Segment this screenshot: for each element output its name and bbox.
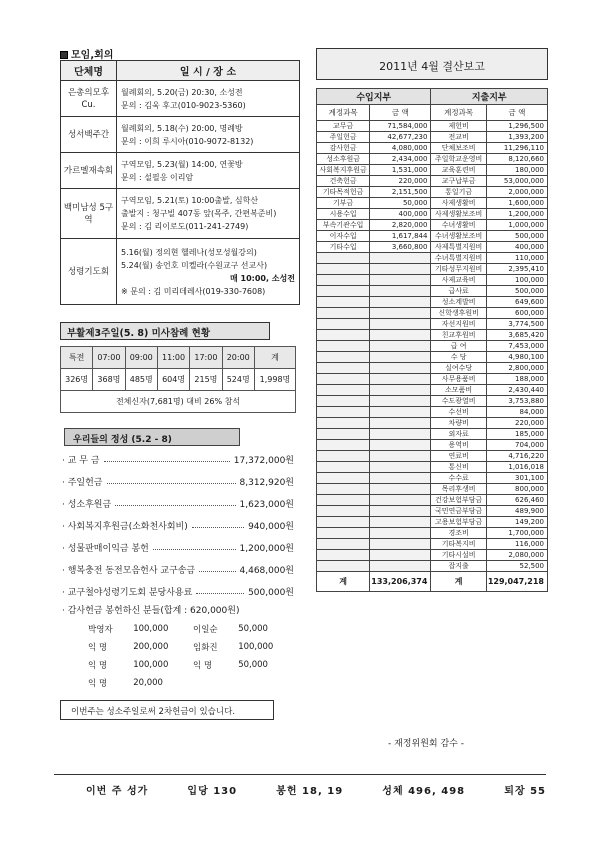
finance-row: [317, 121, 548, 132]
expense-item: 전교비: [431, 132, 486, 143]
expense-amount: 110,000: [486, 253, 547, 264]
income-item: 기부금: [317, 198, 370, 209]
finance-row: [317, 374, 548, 385]
finance-title: 2011년 4월 결산보고: [316, 48, 548, 80]
expense-item: 교육훈련비: [431, 165, 486, 176]
finance-row: [317, 561, 548, 572]
empty-cell: [370, 264, 431, 275]
expense-amount: 800,000: [486, 484, 547, 495]
expense-amount: 500,000: [486, 286, 547, 297]
income-amount: 42,677,230: [370, 132, 431, 143]
donor-row: 익 명 20,000: [88, 678, 163, 689]
income-item: 건축헌금: [317, 176, 370, 187]
expense-amount: 3,774,500: [486, 319, 547, 330]
empty-cell: [370, 506, 431, 517]
empty-cell: [370, 363, 431, 374]
empty-cell: [317, 539, 370, 550]
expense-amount: 2,395,410: [486, 264, 547, 275]
meeting-org: 은총의모후 Cu.: [61, 81, 117, 117]
finance-columns-row: [317, 105, 548, 121]
offering-row: · 교 무 금 17,372,000원: [62, 455, 294, 466]
income-amount: 3,660,800: [370, 242, 431, 253]
finance-row: [317, 297, 548, 308]
finance-row: [317, 429, 548, 440]
mass-summary: 전체신자(7,681명) 대비 26% 참석: [61, 391, 296, 413]
expense-header: 지출지부: [431, 89, 548, 105]
expense-amount: 626,460: [486, 495, 547, 506]
expense-item: 사제특별지원비: [431, 242, 486, 253]
empty-cell: [370, 462, 431, 473]
expense-amount: 400,000: [486, 242, 547, 253]
expense-item: 수 당: [431, 352, 486, 363]
expense-item: 단체보조비: [431, 143, 486, 154]
expense-amount: 2,430,440: [486, 385, 547, 396]
expense-item: 수녀특별지원비: [431, 253, 486, 264]
expense-item: 교구납부금: [431, 176, 486, 187]
empty-cell: [370, 330, 431, 341]
finance-row: [317, 165, 548, 176]
expense-item: 성소계발비: [431, 297, 486, 308]
col-info-header: 일 시 / 장 소: [117, 61, 300, 81]
finance-header-row: [317, 89, 548, 105]
donor-row: 익 명 200,000 임화진 100,000: [88, 642, 274, 653]
donor-row: 박영자 100,000 이일순 50,000: [88, 624, 268, 635]
finance-row: [317, 352, 548, 363]
income-amount: 1,617,844: [370, 231, 431, 242]
expense-item: 수수료: [431, 473, 486, 484]
mass-times-row: 특전 07:00 09:00 11:00 17:00 20:00 계: [61, 347, 296, 369]
expense-item: 기타성무지원비: [431, 264, 486, 275]
empty-cell: [317, 561, 370, 572]
empty-cell: [317, 528, 370, 539]
empty-cell: [317, 363, 370, 374]
donor-table: [84, 620, 294, 692]
expense-amount: 1,393,200: [486, 132, 547, 143]
expense-amount: 100,000: [486, 275, 547, 286]
empty-cell: [317, 374, 370, 385]
expense-amount: 3,753,880: [486, 396, 547, 407]
empty-cell: [317, 352, 370, 363]
empty-cell: [370, 297, 431, 308]
offering-row: · 사회복지후원금(소화천사회비) 940,000원: [62, 521, 294, 532]
col-org-header: 단체명: [61, 61, 117, 81]
empty-cell: [317, 297, 370, 308]
expense-amount: 7,453,000: [486, 341, 547, 352]
finance-total-row: [317, 572, 548, 592]
empty-cell: [370, 308, 431, 319]
meeting-org: 성령기도회: [61, 239, 117, 305]
offering-row: · 교구철야성령기도회 분당사용료 500,000원: [62, 587, 294, 598]
empty-cell: [370, 451, 431, 462]
expense-item: 자선지원비: [431, 319, 486, 330]
income-item: 감사헌금: [317, 143, 370, 154]
expense-amount: 2,000,000: [486, 187, 547, 198]
finance-row: [317, 220, 548, 231]
expense-amount: 1,700,000: [486, 528, 547, 539]
empty-cell: [370, 396, 431, 407]
dotted-leader: [104, 456, 230, 462]
expense-amount: 53,000,000: [486, 176, 547, 187]
finance-row: [317, 341, 548, 352]
income-amount: 71,584,000: [370, 121, 431, 132]
expense-item: 기타복지비: [431, 539, 486, 550]
expense-item: 수선비: [431, 407, 486, 418]
meeting-org: 가르멜재속회: [61, 153, 117, 189]
hymn-footer: 이번 주 성가 입당 130 봉헌 18, 19 성체 496, 498 퇴장 55: [86, 786, 546, 797]
finance-row: [317, 495, 548, 506]
empty-cell: [370, 385, 431, 396]
dotted-leader: [107, 478, 236, 484]
empty-cell: [370, 528, 431, 539]
expense-amount: 188,000: [486, 374, 547, 385]
expense-amount: 489,900: [486, 506, 547, 517]
empty-cell: [317, 495, 370, 506]
income-item: 교무금: [317, 121, 370, 132]
finance-row: [317, 264, 548, 275]
expense-item: 잡지출: [431, 561, 486, 572]
meeting-info: 월례회의, 5.20(금) 20:30, 소성전 문의 : 김욱 후고(010-9023-5360): [117, 81, 300, 117]
empty-cell: [370, 550, 431, 561]
income-header: 수입지부: [317, 89, 431, 105]
empty-cell: [370, 374, 431, 385]
expense-amount: 3,685,420: [486, 330, 547, 341]
expense-item: 주일학교운영비: [431, 154, 486, 165]
empty-cell: [317, 517, 370, 528]
expense-total: 129,047,218: [486, 572, 547, 592]
total-label: 계: [317, 572, 370, 592]
income-amount: 1,531,000: [370, 165, 431, 176]
expense-item: 국민연금부담금: [431, 506, 486, 517]
expense-amount: 600,000: [486, 308, 547, 319]
expense-amount: 11,296,110: [486, 143, 547, 154]
notice-box: 이번주는 성소주일로써 2차헌금이 있습니다.: [60, 700, 274, 720]
expense-item: 사무용품비: [431, 374, 486, 385]
expense-item: 수녀생활비: [431, 220, 486, 231]
mass-attendance-title: 부활제3주일(5. 8) 미사참례 현황: [60, 322, 270, 340]
empty-cell: [370, 473, 431, 484]
empty-cell: [370, 286, 431, 297]
audit-note: - 재정위원회 감수 -: [388, 739, 464, 749]
finance-row: [317, 253, 548, 264]
empty-cell: [317, 396, 370, 407]
income-item: 기타목적헌금: [317, 187, 370, 198]
expense-item: 목리후생비: [431, 484, 486, 495]
meeting-info: 구역모임, 5.21(토) 10:00출발, 심학산 출발지 : 청구빌 407동 앞(목주, 간편복준비) 문의 : 김 리이로도(011-241-2749): [117, 189, 300, 239]
expense-item: 통일기금: [431, 187, 486, 198]
empty-cell: [317, 429, 370, 440]
expense-amount: 1,016,018: [486, 462, 547, 473]
mass-counts-row: 326명 368명 485명 604명 215명 524명 1,998명: [61, 369, 296, 391]
expense-amount: 52,500: [486, 561, 547, 572]
income-amount: 2,820,000: [370, 220, 431, 231]
expense-item: 수도광열비: [431, 396, 486, 407]
empty-cell: [370, 495, 431, 506]
meetings-table: [60, 60, 300, 305]
expense-item: 차량비: [431, 418, 486, 429]
expense-amount: 149,200: [486, 517, 547, 528]
finance-row: [317, 154, 548, 165]
expense-amount: 1,000,000: [486, 220, 547, 231]
empty-cell: [317, 550, 370, 561]
finance-row: [317, 176, 548, 187]
finance-row: [317, 440, 548, 451]
expense-item: 외자료: [431, 429, 486, 440]
expense-item: 기타시설비: [431, 550, 486, 561]
column-label: 계정과목: [431, 105, 486, 121]
finance-row: [317, 506, 548, 517]
dotted-leader: [196, 588, 244, 594]
income-item: 이자수입: [317, 231, 370, 242]
expense-item: 고용보험부담금: [431, 517, 486, 528]
empty-cell: [370, 275, 431, 286]
expense-amount: 1,600,000: [486, 198, 547, 209]
expense-amount: 704,000: [486, 440, 547, 451]
income-amount: 2,434,000: [370, 154, 431, 165]
empty-cell: [317, 451, 370, 462]
finance-row: [317, 517, 548, 528]
finance-row: [317, 231, 548, 242]
meeting-info: 구역모임, 5.23(월) 14:00, 연꽃방 문의 : 설필응 이리암: [117, 153, 300, 189]
expense-item: 용역비: [431, 440, 486, 451]
empty-cell: [317, 308, 370, 319]
expense-item: 사제교육비: [431, 275, 486, 286]
income-amount: 400,000: [370, 209, 431, 220]
empty-cell: [317, 341, 370, 352]
offering-row: · 행복충전 동전모음헌사 교구송금 4,468,000원: [62, 565, 294, 576]
empty-cell: [370, 429, 431, 440]
finance-row: [317, 451, 548, 462]
income-item: 성소후원금: [317, 154, 370, 165]
thanksgiving-label: · 감사헌금 봉헌하신 분들(합계 : 620,000원): [62, 605, 240, 616]
expense-amount: 500,000: [486, 231, 547, 242]
empty-cell: [370, 407, 431, 418]
empty-cell: [317, 385, 370, 396]
offering-row: · 주일헌금 8,312,920원: [62, 477, 294, 488]
column-label: 계정과목: [317, 105, 370, 121]
empty-cell: [370, 319, 431, 330]
total-label: 계: [431, 572, 486, 592]
expense-amount: 2,080,000: [486, 550, 547, 561]
income-amount: 220,000: [370, 176, 431, 187]
empty-cell: [317, 286, 370, 297]
finance-row: [317, 143, 548, 154]
empty-cell: [317, 330, 370, 341]
expense-amount: 649,600: [486, 297, 547, 308]
income-item: 기타수입: [317, 242, 370, 253]
divider: [54, 774, 546, 775]
finance-table: [316, 88, 548, 592]
finance-row: [317, 528, 548, 539]
finance-row: [317, 484, 548, 495]
column-label: 금 액: [370, 105, 431, 121]
income-amount: 2,151,500: [370, 187, 431, 198]
expense-amount: 220,000: [486, 418, 547, 429]
expense-item: 급사료: [431, 286, 486, 297]
finance-row: [317, 286, 548, 297]
offering-row: · 성물판매이익금 봉헌 1,200,000원: [62, 543, 294, 554]
expense-item: 사제생활비: [431, 198, 486, 209]
finance-row: [317, 396, 548, 407]
empty-cell: [317, 407, 370, 418]
finance-row: [317, 550, 548, 561]
meeting-info: 월례회의, 5.18(수) 20:00, 명례방 문의 : 이희 루시아(010-9072-8132): [117, 117, 300, 153]
finance-row: [317, 308, 548, 319]
empty-cell: [317, 473, 370, 484]
empty-cell: [370, 418, 431, 429]
expense-item: 통신비: [431, 462, 486, 473]
dotted-leader: [115, 500, 235, 506]
income-amount: 4,080,000: [370, 143, 431, 154]
column-label: 금 액: [486, 105, 547, 121]
empty-cell: [317, 484, 370, 495]
expense-amount: 2,800,000: [486, 363, 547, 374]
finance-row: [317, 418, 548, 429]
finance-row: [317, 132, 548, 143]
dotted-leader: [199, 566, 235, 572]
finance-row: [317, 319, 548, 330]
expense-item: 경조비: [431, 528, 486, 539]
empty-cell: [317, 319, 370, 330]
finance-row: [317, 187, 548, 198]
income-item: 부속기관수입: [317, 220, 370, 231]
expense-amount: 116,000: [486, 539, 547, 550]
expense-item: 실여수당: [431, 363, 486, 374]
finance-row: [317, 407, 548, 418]
empty-cell: [370, 352, 431, 363]
expense-amount: 4,980,100: [486, 352, 547, 363]
empty-cell: [317, 253, 370, 264]
expense-amount: 1,296,500: [486, 121, 547, 132]
mass-attendance-table: [60, 346, 296, 413]
expense-item: 연료비: [431, 451, 486, 462]
empty-cell: [317, 440, 370, 451]
empty-cell: [370, 484, 431, 495]
empty-cell: [370, 561, 431, 572]
empty-cell: [317, 264, 370, 275]
expense-item: 친교후원비: [431, 330, 486, 341]
dotted-leader: [153, 544, 236, 550]
finance-row: [317, 363, 548, 374]
finance-row: [317, 473, 548, 484]
income-amount: 50,000: [370, 198, 431, 209]
expense-item: 급 여: [431, 341, 486, 352]
expense-item: 건강보험부담금: [431, 495, 486, 506]
meeting-info: 5.16(월) 정의현 헬레나(성모성월강의) 5.24(월) 송언호 미켈라(수원교구 선교사) 매 10:00, 소성전 ※ 문의 : 김 미리데레사(019-330-7608): [117, 239, 300, 305]
empty-cell: [370, 440, 431, 451]
donor-row: 익 명 100,000 익 명 50,000: [88, 660, 268, 671]
finance-row: [317, 330, 548, 341]
finance-row: [317, 209, 548, 220]
expense-amount: 4,716,220: [486, 451, 547, 462]
finance-row: [317, 539, 548, 550]
income-item: 시용수입: [317, 209, 370, 220]
square-bullet-icon: [60, 51, 68, 59]
section-heading: 모임,회의: [60, 46, 113, 61]
expense-amount: 185,000: [486, 429, 547, 440]
expense-amount: 84,000: [486, 407, 547, 418]
income-total: 133,206,374: [370, 572, 431, 592]
expense-amount: 1,200,000: [486, 209, 547, 220]
dotted-leader: [192, 522, 244, 528]
finance-row: [317, 198, 548, 209]
expense-item: 소모품비: [431, 385, 486, 396]
expense-item: 신학생후원비: [431, 308, 486, 319]
finance-row: [317, 275, 548, 286]
offering-row: · 성소후원금 1,623,000원: [62, 499, 294, 510]
empty-cell: [317, 462, 370, 473]
finance-row: [317, 385, 548, 396]
expense-amount: 301,100: [486, 473, 547, 484]
empty-cell: [370, 539, 431, 550]
expense-amount: 8,120,660: [486, 154, 547, 165]
finance-row: [317, 462, 548, 473]
expense-amount: 180,000: [486, 165, 547, 176]
empty-cell: [317, 275, 370, 286]
offerings-title: 우리들의 정성 (5.2 - 8): [64, 428, 240, 446]
meeting-org: 성서백주간: [61, 117, 117, 153]
empty-cell: [317, 506, 370, 517]
expense-item: 사제생활보조비: [431, 209, 486, 220]
empty-cell: [370, 341, 431, 352]
income-item: 주일헌금: [317, 132, 370, 143]
expense-item: 수녀생활보조비: [431, 231, 486, 242]
empty-cell: [370, 253, 431, 264]
expense-item: 제헌비: [431, 121, 486, 132]
finance-row: [317, 242, 548, 253]
empty-cell: [370, 517, 431, 528]
income-item: 사회복지후원금: [317, 165, 370, 176]
meeting-org: 백미남성 5구역: [61, 189, 117, 239]
empty-cell: [317, 418, 370, 429]
